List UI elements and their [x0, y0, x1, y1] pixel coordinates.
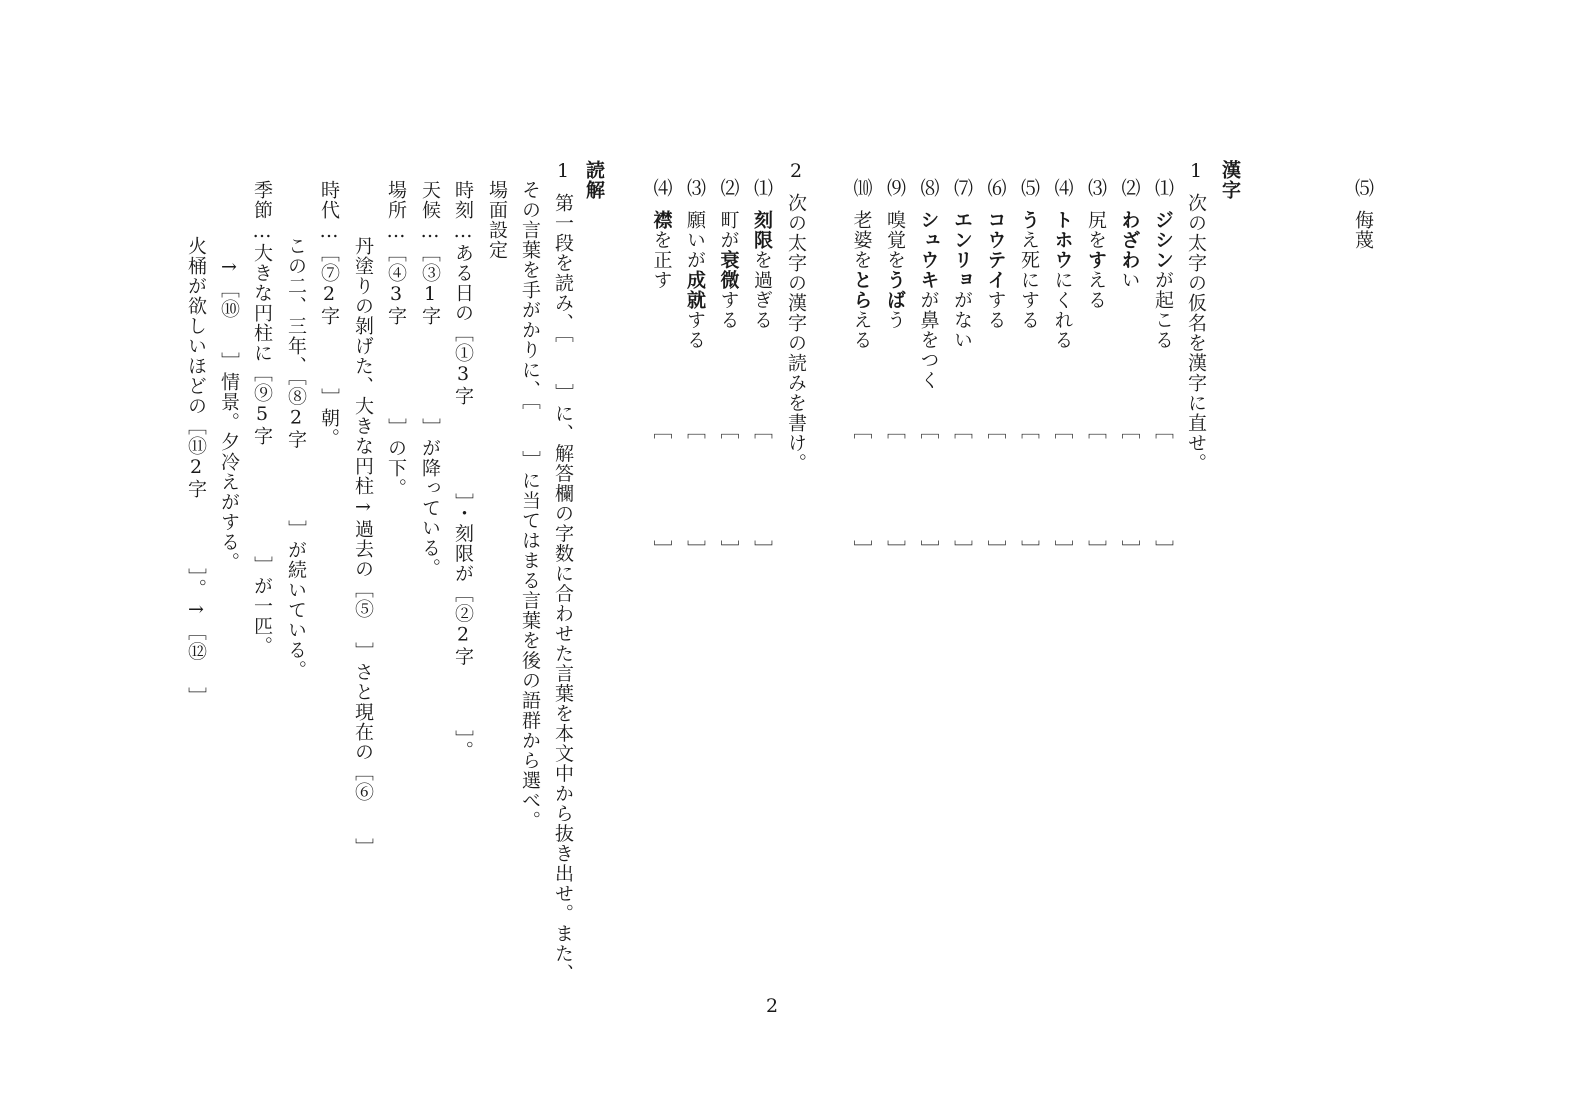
item-text-pre: 願いが: [684, 210, 706, 270]
era-a: 時代…［⑦2字: [318, 180, 340, 326]
item-text-post: する: [717, 290, 740, 330]
question-item: [1086, 178, 1105, 310]
item-number: ⑸: [1352, 178, 1374, 198]
item-text-post: を過ぎる: [751, 250, 773, 330]
question-item: [719, 178, 738, 330]
section-heading-reading: 読解: [583, 160, 605, 200]
prev-item: [1353, 178, 1372, 250]
answer-box-open[interactable]: ［: [1118, 420, 1141, 440]
answer-box-close: ］: [717, 540, 740, 560]
reading-q1-line1: [553, 160, 572, 984]
reading-q1-line2: その言葉を手がかりに、［ ］に当てはまる言葉を後の語群から選べ。: [519, 180, 541, 831]
item-text-post: する: [984, 290, 1007, 330]
season-b: ］が一匹。: [251, 556, 273, 656]
item-number: ⑽: [850, 178, 873, 198]
question-item: [919, 178, 938, 390]
item-bold-target: とら: [850, 270, 873, 310]
question-text: 次の太字の漢字の読みを書け。: [785, 193, 807, 473]
weather-b: ］が降っている。: [419, 418, 441, 578]
answer-box-close: ］: [650, 540, 673, 560]
item-bold-target: 衰微: [717, 250, 740, 290]
item-text-post: がない: [951, 290, 973, 350]
item-number: ⑸: [1018, 178, 1040, 198]
item-bold-target: うば: [884, 270, 906, 310]
time-c: ］。: [452, 730, 474, 761]
item-text-post: が鼻をつく: [917, 290, 940, 390]
item-text-post: え死にする: [1018, 230, 1040, 330]
answer-box-open[interactable]: ［: [951, 420, 973, 440]
item-number: ⑷: [650, 178, 673, 198]
item-bold-target: シュウキ: [917, 210, 940, 290]
section-heading-kanji: 漢字: [1219, 160, 1241, 200]
item-text-post: える: [850, 310, 873, 350]
kanji-q2-instruction: [786, 160, 805, 473]
question-number: 1: [1185, 160, 1207, 183]
item-text-post: い: [1118, 270, 1141, 290]
years-a: この二、三年、［⑧2字: [285, 236, 307, 450]
page-number: 2: [766, 995, 779, 1017]
place-a: 場所…［④3字: [385, 180, 407, 326]
hioke-a: 火桶が欲しいほどの［⑪2字: [185, 236, 207, 499]
place-b: ］の下。: [385, 418, 407, 498]
item-number: ⑵: [717, 178, 740, 198]
question-number: 2: [785, 160, 807, 183]
item-bold-target: 刻限: [751, 210, 773, 250]
pillar-b: ］さと現在の［⑥: [352, 642, 374, 802]
answer-box-close: ］: [1051, 540, 1074, 560]
item-number: ⑹: [984, 178, 1007, 198]
item-text-post: う: [884, 310, 906, 330]
item-number: ⑴: [751, 178, 773, 198]
item-number: ⑼: [884, 178, 906, 198]
hioke-b: ］。→［⑫: [185, 568, 207, 662]
answer-box-open[interactable]: ［: [917, 420, 940, 440]
item-text-pre: 嗅覚を: [884, 210, 906, 270]
answer-box-open[interactable]: ［: [1018, 420, 1040, 440]
item-text-post: が起こる: [1152, 270, 1174, 350]
answer-box-close: ］: [1152, 540, 1174, 560]
question-item: [986, 178, 1005, 330]
answer-box-open[interactable]: ［: [684, 420, 706, 440]
answer-box-close: ］: [984, 540, 1007, 560]
question-item: [1053, 178, 1072, 350]
answer-box-open[interactable]: ［: [850, 420, 873, 440]
question-number: 1: [552, 160, 574, 183]
answer-box-open[interactable]: ［: [717, 420, 740, 440]
item-text-post: える: [1085, 270, 1107, 310]
item-bold-target: う: [1018, 210, 1040, 230]
answer-box-close: ］: [951, 540, 973, 560]
setting-title: 場面設定: [486, 180, 508, 260]
item-bold-target: トホウ: [1051, 210, 1074, 270]
item-bold-target: 成就: [684, 270, 706, 310]
answer-box-close: ］: [884, 540, 906, 560]
answer-box-close: ］: [684, 540, 706, 560]
item-bold-target: す: [1085, 250, 1107, 270]
question-text: 第一段を読み、［ ］に、解答欄の字数に合わせた言葉を本文中から抜き出せ。また、: [552, 193, 574, 984]
question-item: [952, 178, 971, 350]
item-bold-target: ジシン: [1152, 210, 1174, 270]
answer-box-close: ］: [1018, 540, 1040, 560]
answer-box-open[interactable]: ［: [1152, 420, 1174, 440]
answer-box-open[interactable]: ［: [984, 420, 1007, 440]
question-item: [752, 178, 771, 330]
time-a: 時刻…ある日の［①3字: [452, 180, 474, 406]
pillar-c: ］: [352, 838, 374, 858]
question-item: [685, 178, 704, 350]
item-bold-target: わざわ: [1118, 210, 1141, 270]
answer-box-open[interactable]: ［: [751, 420, 773, 440]
item-number: ⑷: [1051, 178, 1074, 198]
item-text-pre: 尻を: [1085, 210, 1107, 250]
question-text: 次の太字の仮名を漢字に直せ。: [1185, 193, 1207, 473]
item-text-post: を正す: [650, 230, 673, 290]
answer-box-close: ］: [917, 540, 940, 560]
item-number: ⑺: [951, 178, 973, 198]
answer-box-open[interactable]: ［: [884, 420, 906, 440]
question-item: [1120, 178, 1139, 290]
years-b: ］が続いている。: [285, 520, 307, 680]
arrow-line-b: ］情景。夕冷えがする。: [218, 352, 240, 572]
item-number: ⑻: [917, 178, 940, 198]
season-a: 季節…大きな円柱に［⑨5字: [251, 180, 273, 446]
item-bold-target: コウテイ: [984, 210, 1007, 290]
kanji-q1-instruction: [1186, 160, 1205, 473]
item-text-pre: 老婆を: [850, 210, 873, 270]
pillar-a: 丹塗りの剝げた、大きな円柱→過去の［⑤: [352, 236, 374, 619]
item-text-post: にくれる: [1051, 270, 1074, 350]
item-bold-target: 襟: [650, 210, 673, 230]
hioke-c: ］: [185, 687, 207, 707]
answer-box-open[interactable]: ［: [1085, 420, 1107, 440]
answer-box-close: ］: [751, 540, 773, 560]
answer-box-close: ］: [1085, 540, 1107, 560]
answer-box-close: ］: [850, 540, 873, 560]
item-number: ⑴: [1152, 178, 1174, 198]
question-item: [852, 178, 871, 350]
time-b: ］・刻限が［②2字: [452, 493, 474, 667]
item-text-pre: 町が: [717, 210, 740, 250]
item-text-post: する: [684, 310, 706, 350]
item-number: ⑵: [1118, 178, 1141, 198]
answer-box-close: ］: [1118, 540, 1141, 560]
weather-a: 天候…［③1字: [419, 180, 441, 326]
arrow-line-a: →［⑩: [218, 256, 240, 319]
question-item: [1019, 178, 1038, 330]
era-b: ］朝。: [318, 388, 340, 448]
answer-box-open[interactable]: ［: [650, 420, 673, 440]
question-item: [652, 178, 671, 290]
item-text: 侮蔑: [1352, 210, 1374, 250]
item-number: ⑶: [684, 178, 706, 198]
answer-box-open[interactable]: ［: [1051, 420, 1074, 440]
item-bold-target: エンリョ: [951, 210, 973, 290]
question-item: [885, 178, 904, 330]
item-number: ⑶: [1085, 178, 1107, 198]
question-item: [1153, 178, 1172, 350]
